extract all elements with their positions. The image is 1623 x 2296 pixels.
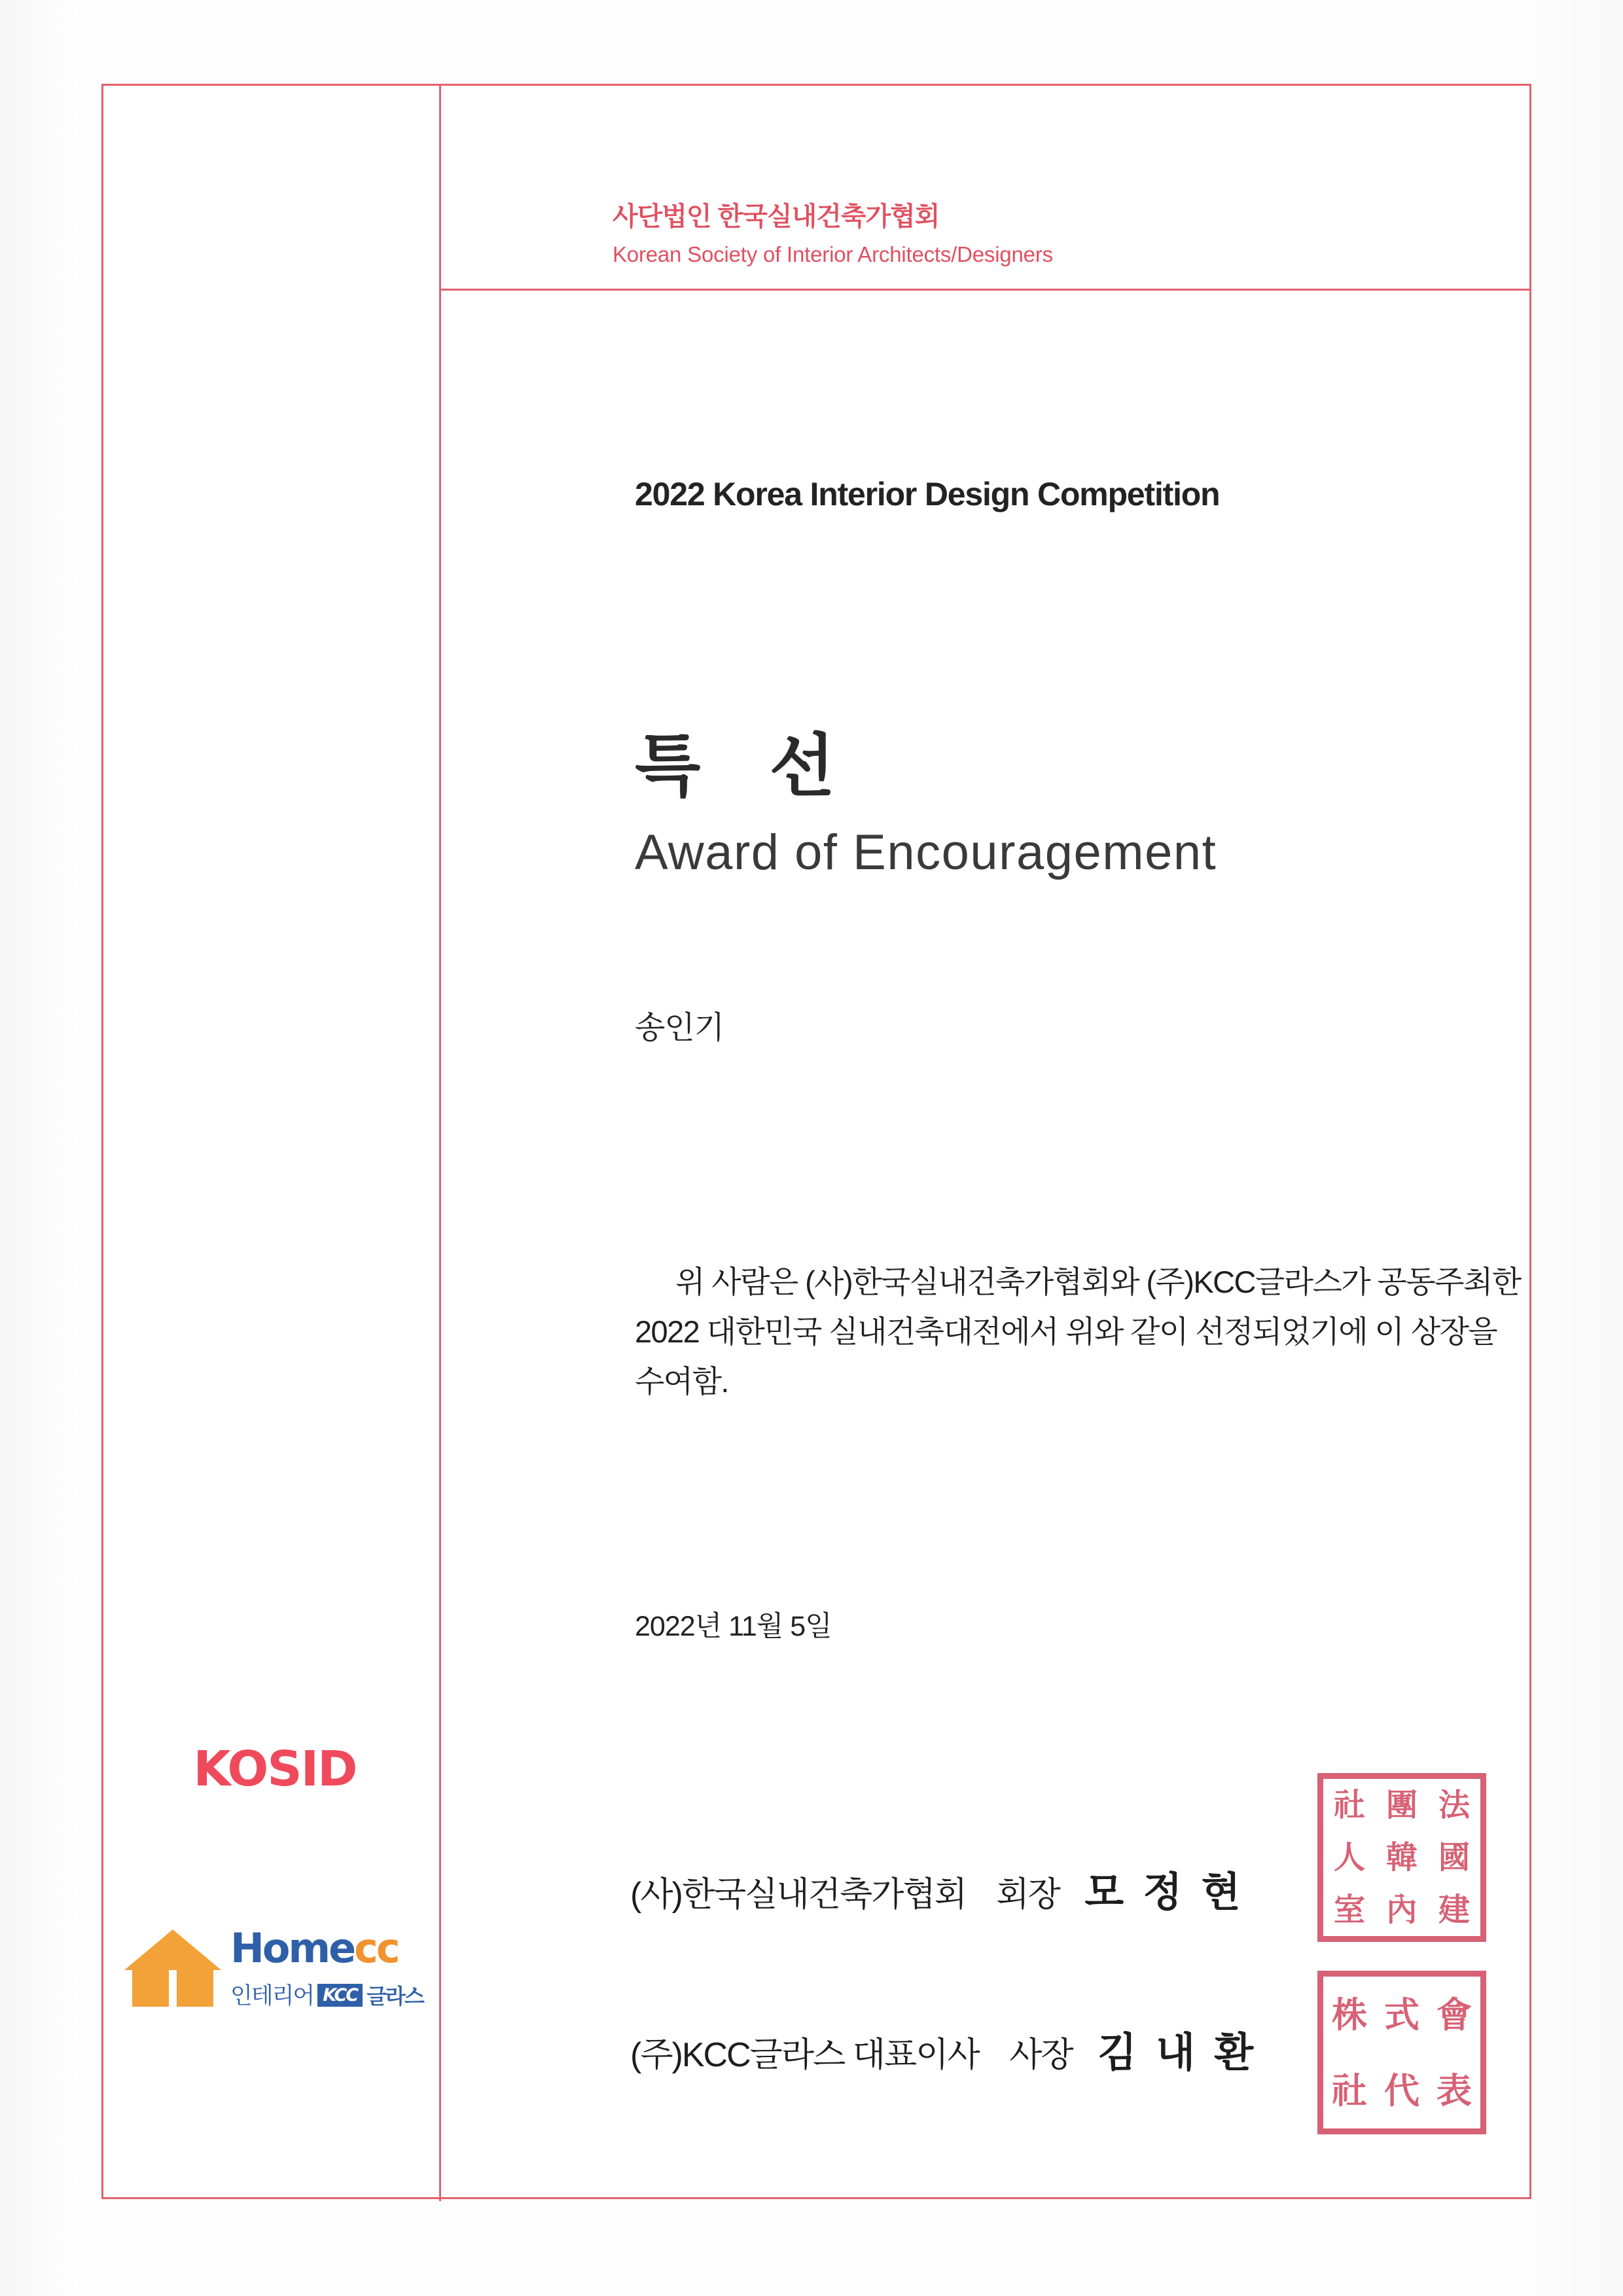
signature-organization: (주)KCC글라스 대표이사 (630, 2036, 979, 2074)
signature-row-kcc (630, 2020, 1257, 2078)
seal-char: 社 (1333, 1787, 1365, 1823)
seal-char: 韓 (1385, 1839, 1418, 1876)
seal-char: 代 (1384, 2070, 1419, 2111)
seal-char: 室 (1333, 1892, 1365, 1928)
homecc-subtitle: 인테리어 KCC 글라스 (230, 1983, 423, 2009)
recipient-name: 송인기 (635, 1011, 724, 1045)
horizontal-divider (439, 289, 1531, 291)
homecc-wordmark: Homecc (230, 1924, 399, 1972)
signature-name: 모 정 현 (1084, 1870, 1245, 1915)
vertical-divider (439, 86, 441, 2201)
body-line-1: 위 사람은 (사)한국실내건축가협회와 (주)KCC글라스가 공동주최한 (675, 1265, 1521, 1299)
organization-header (613, 200, 1463, 270)
competition-title: 2022 Korea Interior Design Competition (635, 476, 1220, 512)
seal-char: 表 (1436, 2070, 1472, 2111)
kcc-seal-stamp (1317, 1971, 1486, 2134)
organization-name-kr: 사단법인 한국실내건축가협회 (613, 202, 940, 231)
signature-row-kosid (630, 1859, 1244, 1918)
body-line-2: 2022 대한민국 실내건축대전에서 위와 같이 선정되었기에 이 상장을 (635, 1314, 1497, 1350)
signature-role: 사장 (1009, 2036, 1073, 2074)
seal-char: 建 (1438, 1892, 1470, 1928)
certificate-body (635, 1257, 1616, 1407)
award-name-kr: 특 선 (635, 728, 860, 804)
certificate-frame (101, 84, 1531, 2199)
seal-char: 社 (1332, 2070, 1367, 2111)
signature-role: 회장 (996, 1876, 1060, 1914)
signature-name: 김 내 환 (1097, 2030, 1258, 2075)
seal-char: 國 (1438, 1839, 1470, 1876)
organization-name-en: Korean Society of Interior Architects/Designers (613, 242, 1053, 266)
seal-char: 內 (1385, 1892, 1418, 1928)
issue-date: 2022년 11월 5일 (635, 1611, 832, 1642)
seal-char: 式 (1384, 1994, 1419, 2036)
homecc-logo (124, 1918, 438, 2039)
seal-char: 會 (1436, 1994, 1472, 2036)
award-name-en: Award of Encouragement (635, 825, 1217, 880)
scan-shade-right (1518, 0, 1623, 2296)
seal-char: 法 (1438, 1787, 1470, 1823)
kosid-seal-stamp (1317, 1773, 1486, 1942)
seal-char: 人 (1333, 1839, 1365, 1876)
scan-shade-left (0, 0, 79, 2296)
seal-char: 團 (1385, 1787, 1418, 1823)
house-icon (124, 1929, 221, 2007)
kcc-badge: KCC (317, 1984, 363, 2007)
seal-char: 株 (1332, 1994, 1367, 2036)
body-line-3: 수여함. (635, 1364, 728, 1399)
kosid-logo: KOSID (193, 1741, 357, 1797)
signature-organization: (사)한국실내건축가협회 (630, 1876, 966, 1914)
